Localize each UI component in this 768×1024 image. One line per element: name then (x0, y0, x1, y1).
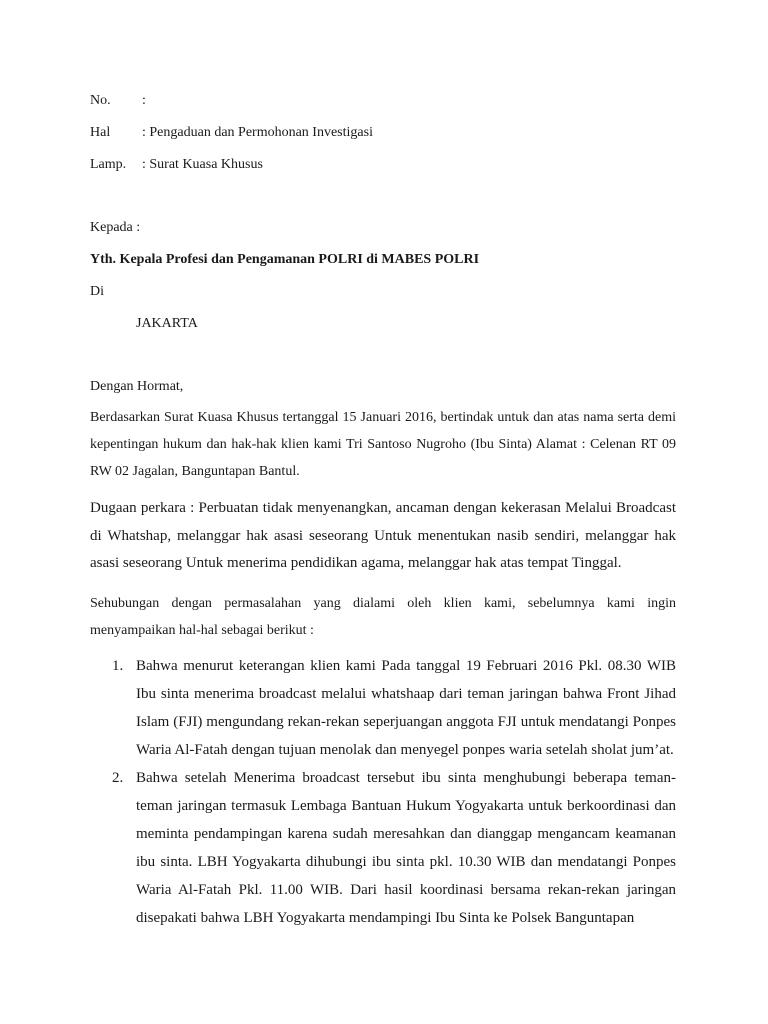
chronology-list (90, 652, 676, 932)
header-hal-row (90, 124, 373, 142)
paragraph-intro: Sehubungan dengan permasalahan yang dialami oleh klien kami, sebelumnya kami ingin menyampaikan hal-hal sebagai berikut : (90, 596, 676, 638)
header-hal-sep: : (142, 125, 146, 140)
recipient-kepada: Kepada : (90, 220, 141, 235)
list-item-number: 1. (112, 658, 124, 674)
paragraph-authority: Berdasarkan Surat Kuasa Khusus tertanggal 15 Januari 2016, bertindak untuk dan atas nama serta demi kepentingan hukum dan hak-hak klien kami Tri Santoso Nugroho (Ibu Sinta) Alamat : Celenan RT 09 RW 02 Jagalan, Banguntapan Bantul. (90, 410, 676, 479)
recipient-city: JAKARTA (136, 316, 198, 331)
list-item-number: 2. (112, 770, 124, 786)
header-lamp-value: Surat Kuasa Khusus (149, 157, 263, 172)
recipient-di: Di (90, 284, 104, 299)
header-hal-label: Hal (90, 125, 111, 140)
recipient-title: Yth. Kepala Profesi dan Pengamanan POLRI di MABES POLRI (90, 252, 480, 267)
list-item (90, 764, 676, 932)
header-no-sep: : (142, 93, 146, 108)
salutation: Dengan Hormat, (90, 379, 184, 394)
list-item-text: Bahwa menurut keterangan klien kami Pada tanggal 19 Februari 2016 Pkl. 08.30 WIB Ibu sinta menerima broadcast melalui whatshaap dari teman jaringan bahwa Front Jihad Islam (FJI) mengundang rekan-rekan seperjuangan anggota FJI untuk mendatangi Ponpes Waria Al-Fatah dengan tujuan menolak dan menyegel ponpes waria setelah sholat jum’at. (136, 658, 676, 758)
paragraph-allegation: Dugaan perkara : Perbuatan tidak menyenangkan, ancaman dengan kekerasan Melalui Broadcast di Whatshap, melanggar hak asasi seseorang Untuk menentukan nasib sendiri, melanggar hak asasi seseorang Untuk menerima pendidikan agama, melanggar hak atas tempat Tinggal. (90, 500, 676, 571)
header-lamp-label: Lamp. (90, 157, 127, 172)
header-lamp-row (90, 156, 263, 174)
header-hal-value: Pengaduan dan Permohonan Investigasi (149, 125, 373, 140)
list-item (90, 652, 676, 764)
header-no-label: No. (90, 93, 111, 108)
header-lamp-sep: : (142, 157, 146, 172)
header-no-row (90, 92, 146, 110)
list-item-text: Bahwa setelah Menerima broadcast tersebut ibu sinta menghubungi beberapa teman-teman jaringan termasuk Lembaga Bantuan Hukum Yogyakarta untuk berkoordinasi dan meminta pendampingan karena sudah meresahkan dan dianggap mengancam keamanan ibu sinta. LBH Yogyakarta dihubungi ibu sinta pkl. 10.30 WIB dan mendatangi Ponpes Waria Al-Fatah Pkl. 11.00 WIB. Dari hasil koordinasi bersama rekan-rekan jaringan disepakati bahwa LBH Yogyakarta mendampingi Ibu Sinta ke Polsek Banguntapan (136, 770, 676, 926)
